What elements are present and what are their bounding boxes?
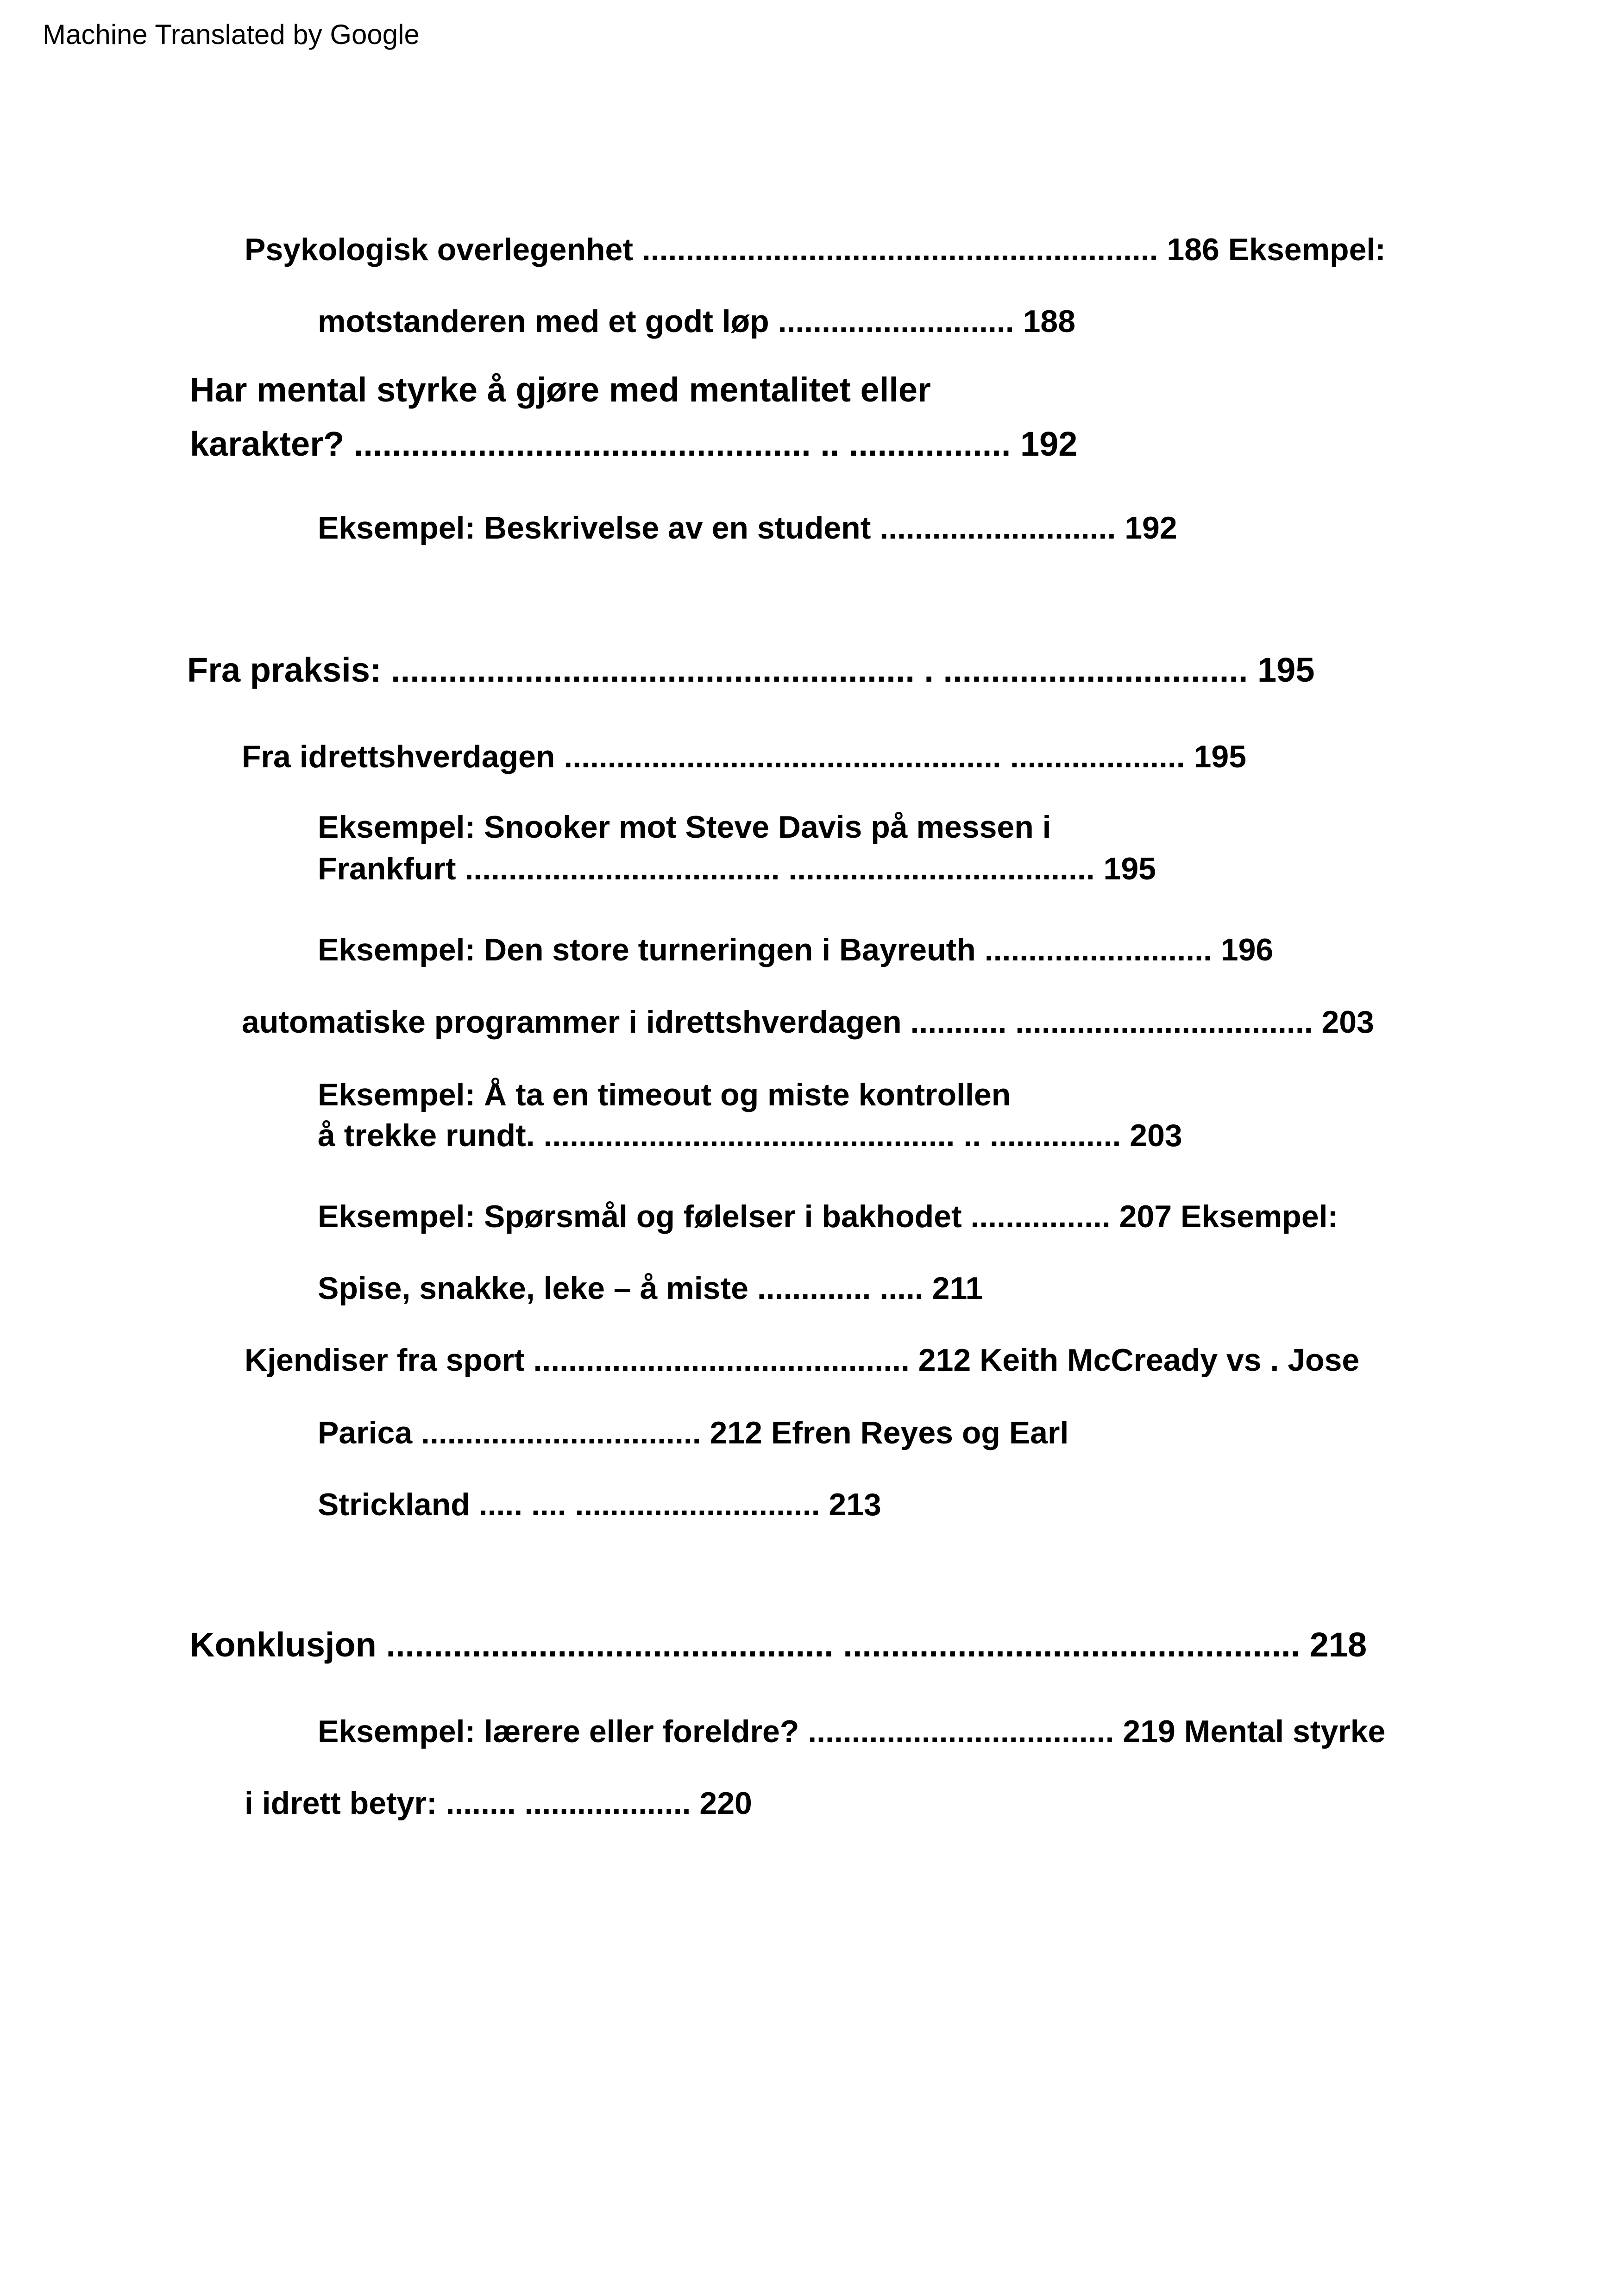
toc-line: Har mental styrke å gjøre med mentalitet eller	[190, 370, 931, 409]
toc-line: Fra praksis: ....................................................... . ................................ 195	[187, 651, 1315, 689]
toc-line: Frankfurt .................................... ................................... 195	[318, 851, 1156, 886]
toc-line: Strickland ..... .... ............................ 213	[318, 1487, 881, 1522]
toc-line: Eksempel: Den store turneringen i Bayreuth .......................... 196	[318, 932, 1274, 967]
toc-line: Konklusjon ............................................... ................................................ 218	[190, 1625, 1367, 1664]
toc-line: Spise, snakke, leke – å miste ............. ..... 211	[318, 1271, 983, 1306]
toc-line: karakter? ................................................ .. ................. 192	[190, 425, 1078, 463]
toc-line: å trekke rundt. ............................................... .. ............... 203	[318, 1118, 1182, 1153]
toc-line: Psykologisk overlegenhet ........................................................... 186 Eksempel:	[245, 232, 1386, 267]
toc-line: i idrett betyr: ........ ................... 220	[245, 1786, 752, 1821]
toc-line: Eksempel: Beskrivelse av en student ........................... 192	[318, 510, 1177, 546]
toc-line: Eksempel: Spørsmål og følelser i bakhodet ................ 207 Eksempel:	[318, 1199, 1338, 1234]
toc-line: Parica ................................ 212 Efren Reyes og Earl	[318, 1415, 1069, 1450]
toc-line: automatiske programmer i idrettshverdagen ........... .................................. 203	[242, 1004, 1374, 1040]
toc-line: Eksempel: lærere eller foreldre? ................................... 219 Mental styrke	[318, 1714, 1386, 1749]
toc-line: motstanderen med et godt løp ........................... 188	[318, 304, 1076, 339]
machine-translation-note: Machine Translated by Google	[43, 19, 420, 50]
toc-line: Eksempel: Snooker mot Steve Davis på messen i	[318, 809, 1051, 845]
toc-line: Kjendiser fra sport ........................................... 212 Keith McCready vs . Jose	[245, 1342, 1360, 1378]
toc-line: Fra idrettshverdagen .................................................. .................... 195	[242, 739, 1247, 774]
toc-line: Eksempel: Å ta en timeout og miste kontrollen	[318, 1077, 1011, 1112]
